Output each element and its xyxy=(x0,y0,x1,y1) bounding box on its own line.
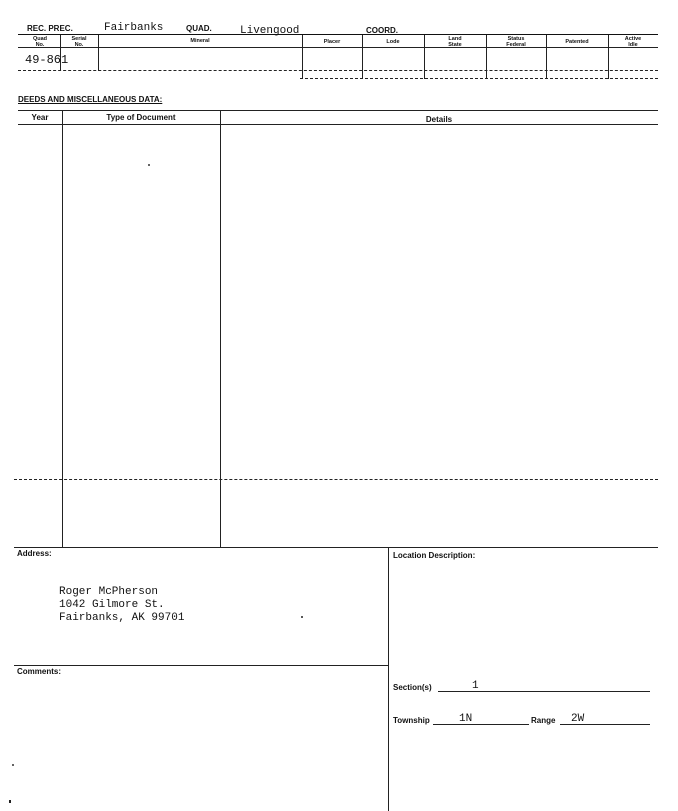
deeds-top-rule xyxy=(18,110,658,111)
divider xyxy=(220,111,221,547)
address-line-3: Fairbanks, AK 99701 xyxy=(59,612,185,624)
status-federal-label: Status Federal xyxy=(506,36,526,48)
section-value: 1 xyxy=(472,680,479,692)
divider xyxy=(388,547,389,811)
speck xyxy=(9,800,11,803)
col-details-header: Details xyxy=(425,115,453,124)
address-line-2: 1042 Gilmore St. xyxy=(59,599,165,611)
lode-label: Lode xyxy=(386,39,400,45)
header-top-rule xyxy=(18,34,658,35)
active-idle-label: Active Idle xyxy=(624,36,642,48)
section-label: Section(s) xyxy=(393,683,432,692)
township-fill-line xyxy=(433,724,529,725)
record-number: 49-861 xyxy=(25,53,69,67)
range-value: 2W xyxy=(571,713,585,725)
serial-no-label: Serial No. xyxy=(71,36,87,48)
placer-label: Placer xyxy=(323,39,341,45)
location-description-label: Location Description: xyxy=(393,551,476,560)
land-state-label: Land State xyxy=(448,36,462,48)
deeds-section-title: DEEDS AND MISCELLANEOUS DATA: xyxy=(18,95,163,104)
comments-label: Comments: xyxy=(17,667,62,676)
deeds-header-rule xyxy=(18,124,658,125)
patented-label: Patented xyxy=(565,39,589,45)
range-label: Range xyxy=(531,716,556,725)
mineral-label: Mineral xyxy=(190,38,210,44)
header-mid-rule xyxy=(18,47,658,48)
speck xyxy=(301,616,303,618)
col-type-header: Type of Document xyxy=(106,113,176,122)
comments-top-rule xyxy=(14,665,388,666)
speck xyxy=(12,764,14,766)
deeds-dashed-rule xyxy=(14,479,658,480)
township-label: Township xyxy=(393,716,430,725)
col-year-header: Year xyxy=(31,113,49,122)
divider xyxy=(62,111,63,547)
rec-prec-label: REC. PREC. xyxy=(27,24,73,33)
quad-label: QUAD. xyxy=(186,24,212,33)
address-top-rule xyxy=(14,547,658,548)
address-label: Address: xyxy=(17,549,52,558)
address-line-1: Roger McPherson xyxy=(59,586,159,598)
speck xyxy=(148,164,150,166)
quad-value: Livengood xyxy=(240,25,300,37)
township-value: 1N xyxy=(459,713,473,725)
header-lower-dashed-rule xyxy=(300,78,658,79)
section-fill-line xyxy=(438,691,650,692)
rec-prec-value: Fairbanks xyxy=(104,22,164,34)
header-bottom-dashed-rule xyxy=(18,70,658,71)
quad-no-label: Quad No. xyxy=(32,36,48,48)
coord-label: COORD. xyxy=(366,26,398,35)
